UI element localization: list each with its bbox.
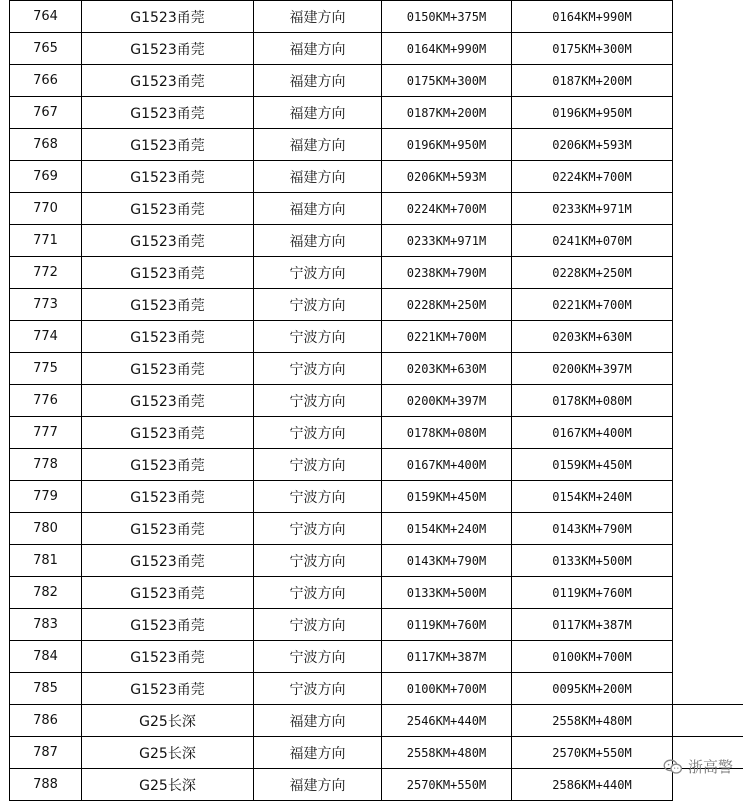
cell-empty bbox=[673, 449, 743, 481]
cell-row-number: 764 bbox=[10, 1, 82, 33]
table-row bbox=[10, 1, 743, 33]
cell-direction: 宁波方向 bbox=[254, 673, 382, 705]
road-section-table bbox=[9, 0, 743, 801]
cell-direction: 福建方向 bbox=[254, 737, 382, 769]
cell-row-number: 769 bbox=[10, 161, 82, 193]
cell-row-number: 774 bbox=[10, 321, 82, 353]
cell-direction: 福建方向 bbox=[254, 1, 382, 33]
cell-road-name: G1523甬莞 bbox=[82, 193, 254, 225]
cell-start-stake: 0224KM+700M bbox=[382, 193, 512, 225]
cell-end-stake: 0221KM+700M bbox=[512, 289, 673, 321]
cell-start-stake: 0154KM+240M bbox=[382, 513, 512, 545]
cell-end-stake: 0133KM+500M bbox=[512, 545, 673, 577]
table-row bbox=[10, 449, 743, 481]
cell-empty bbox=[673, 417, 743, 449]
table-row bbox=[10, 609, 743, 641]
cell-road-name: G1523甬莞 bbox=[82, 129, 254, 161]
cell-road-name: G1523甬莞 bbox=[82, 1, 254, 33]
cell-empty bbox=[673, 545, 743, 577]
cell-start-stake: 0187KM+200M bbox=[382, 97, 512, 129]
cell-empty bbox=[673, 321, 743, 353]
cell-row-number: 767 bbox=[10, 97, 82, 129]
cell-row-number: 768 bbox=[10, 129, 82, 161]
cell-direction: 宁波方向 bbox=[254, 289, 382, 321]
cell-row-number: 775 bbox=[10, 353, 82, 385]
table-row bbox=[10, 321, 743, 353]
cell-empty bbox=[673, 609, 743, 641]
cell-empty bbox=[673, 65, 743, 97]
cell-road-name: G1523甬莞 bbox=[82, 65, 254, 97]
cell-empty bbox=[673, 513, 743, 545]
cell-empty bbox=[673, 161, 743, 193]
cell-road-name: G1523甬莞 bbox=[82, 353, 254, 385]
cell-row-number: 770 bbox=[10, 193, 82, 225]
cell-end-stake: 0224KM+700M bbox=[512, 161, 673, 193]
cell-direction: 福建方向 bbox=[254, 193, 382, 225]
cell-row-number: 779 bbox=[10, 481, 82, 513]
cell-empty bbox=[673, 673, 743, 705]
cell-direction: 宁波方向 bbox=[254, 513, 382, 545]
cell-road-name: G1523甬莞 bbox=[82, 321, 254, 353]
cell-start-stake: 0117KM+387M bbox=[382, 641, 512, 673]
cell-row-number: 785 bbox=[10, 673, 82, 705]
cell-empty bbox=[673, 481, 743, 513]
cell-row-number: 781 bbox=[10, 545, 82, 577]
cell-road-name: G1523甬莞 bbox=[82, 289, 254, 321]
cell-empty bbox=[673, 641, 743, 673]
cell-row-number: 766 bbox=[10, 65, 82, 97]
table-row bbox=[10, 737, 743, 769]
cell-end-stake: 0203KM+630M bbox=[512, 321, 673, 353]
cell-empty bbox=[673, 129, 743, 161]
cell-row-number: 772 bbox=[10, 257, 82, 289]
cell-row-number: 788 bbox=[10, 769, 82, 801]
table-row bbox=[10, 193, 743, 225]
cell-start-stake: 2558KM+480M bbox=[382, 737, 512, 769]
table-row bbox=[10, 353, 743, 385]
cell-empty bbox=[673, 577, 743, 609]
cell-row-number: 780 bbox=[10, 513, 82, 545]
table-row bbox=[10, 705, 743, 737]
cell-direction: 宁波方向 bbox=[254, 641, 382, 673]
watermark bbox=[663, 756, 733, 777]
table-row bbox=[10, 641, 743, 673]
table-row bbox=[10, 33, 743, 65]
cell-end-stake: 0100KM+700M bbox=[512, 641, 673, 673]
cell-start-stake: 0221KM+700M bbox=[382, 321, 512, 353]
cell-direction: 福建方向 bbox=[254, 225, 382, 257]
table-row bbox=[10, 673, 743, 705]
cell-empty bbox=[673, 289, 743, 321]
cell-direction: 福建方向 bbox=[254, 769, 382, 801]
table-row bbox=[10, 257, 743, 289]
cell-empty bbox=[673, 705, 743, 737]
cell-road-name: G1523甬莞 bbox=[82, 545, 254, 577]
cell-row-number: 787 bbox=[10, 737, 82, 769]
cell-road-name: G1523甬莞 bbox=[82, 609, 254, 641]
cell-road-name: G1523甬莞 bbox=[82, 417, 254, 449]
table-row bbox=[10, 97, 743, 129]
cell-start-stake: 0178KM+080M bbox=[382, 417, 512, 449]
cell-end-stake: 0119KM+760M bbox=[512, 577, 673, 609]
cell-end-stake: 0206KM+593M bbox=[512, 129, 673, 161]
cell-road-name: G1523甬莞 bbox=[82, 673, 254, 705]
cell-row-number: 786 bbox=[10, 705, 82, 737]
table-row bbox=[10, 513, 743, 545]
cell-road-name: G25长深 bbox=[82, 769, 254, 801]
cell-start-stake: 2570KM+550M bbox=[382, 769, 512, 801]
watermark-text: 浙高警 bbox=[687, 758, 733, 776]
cell-end-stake: 0154KM+240M bbox=[512, 481, 673, 513]
cell-road-name: G1523甬莞 bbox=[82, 641, 254, 673]
cell-direction: 宁波方向 bbox=[254, 609, 382, 641]
cell-road-name: G1523甬莞 bbox=[82, 449, 254, 481]
cell-end-stake: 0196KM+950M bbox=[512, 97, 673, 129]
cell-road-name: G25长深 bbox=[82, 705, 254, 737]
cell-direction: 福建方向 bbox=[254, 33, 382, 65]
cell-direction: 宁波方向 bbox=[254, 545, 382, 577]
cell-row-number: 773 bbox=[10, 289, 82, 321]
cell-start-stake: 0133KM+500M bbox=[382, 577, 512, 609]
cell-direction: 福建方向 bbox=[254, 161, 382, 193]
cell-end-stake: 0178KM+080M bbox=[512, 385, 673, 417]
cell-empty bbox=[673, 97, 743, 129]
cell-start-stake: 0150KM+375M bbox=[382, 1, 512, 33]
table-row bbox=[10, 225, 743, 257]
cell-direction: 宁波方向 bbox=[254, 257, 382, 289]
cell-direction: 宁波方向 bbox=[254, 353, 382, 385]
cell-direction: 宁波方向 bbox=[254, 321, 382, 353]
cell-row-number: 782 bbox=[10, 577, 82, 609]
cell-road-name: G25长深 bbox=[82, 737, 254, 769]
cell-end-stake: 0095KM+200M bbox=[512, 673, 673, 705]
cell-direction: 宁波方向 bbox=[254, 481, 382, 513]
cell-empty bbox=[673, 1, 743, 33]
table-row bbox=[10, 65, 743, 97]
cell-start-stake: 0175KM+300M bbox=[382, 65, 512, 97]
cell-start-stake: 2546KM+440M bbox=[382, 705, 512, 737]
cell-road-name: G1523甬莞 bbox=[82, 513, 254, 545]
table-row bbox=[10, 385, 743, 417]
cell-start-stake: 0119KM+760M bbox=[382, 609, 512, 641]
cell-row-number: 778 bbox=[10, 449, 82, 481]
cell-road-name: G1523甬莞 bbox=[82, 385, 254, 417]
cell-end-stake: 0241KM+070M bbox=[512, 225, 673, 257]
wechat-icon bbox=[663, 759, 683, 775]
cell-direction: 宁波方向 bbox=[254, 449, 382, 481]
cell-end-stake: 2558KM+480M bbox=[512, 705, 673, 737]
table-row bbox=[10, 481, 743, 513]
cell-start-stake: 0203KM+630M bbox=[382, 353, 512, 385]
cell-empty bbox=[673, 353, 743, 385]
cell-direction: 福建方向 bbox=[254, 65, 382, 97]
cell-road-name: G1523甬莞 bbox=[82, 257, 254, 289]
cell-empty bbox=[673, 385, 743, 417]
cell-end-stake: 0175KM+300M bbox=[512, 33, 673, 65]
cell-end-stake: 0233KM+971M bbox=[512, 193, 673, 225]
cell-road-name: G1523甬莞 bbox=[82, 33, 254, 65]
cell-start-stake: 0143KM+790M bbox=[382, 545, 512, 577]
cell-direction: 福建方向 bbox=[254, 97, 382, 129]
cell-row-number: 784 bbox=[10, 641, 82, 673]
cell-row-number: 783 bbox=[10, 609, 82, 641]
cell-end-stake: 0228KM+250M bbox=[512, 257, 673, 289]
cell-direction: 福建方向 bbox=[254, 129, 382, 161]
table-row bbox=[10, 161, 743, 193]
cell-road-name: G1523甬莞 bbox=[82, 97, 254, 129]
cell-start-stake: 0164KM+990M bbox=[382, 33, 512, 65]
cell-direction: 宁波方向 bbox=[254, 385, 382, 417]
table-row bbox=[10, 417, 743, 449]
table-row bbox=[10, 129, 743, 161]
cell-end-stake: 0200KM+397M bbox=[512, 353, 673, 385]
cell-empty bbox=[673, 225, 743, 257]
cell-end-stake: 0164KM+990M bbox=[512, 1, 673, 33]
table-row bbox=[10, 577, 743, 609]
cell-road-name: G1523甬莞 bbox=[82, 225, 254, 257]
cell-empty bbox=[673, 33, 743, 65]
cell-start-stake: 0238KM+790M bbox=[382, 257, 512, 289]
table-row bbox=[10, 289, 743, 321]
cell-start-stake: 0167KM+400M bbox=[382, 449, 512, 481]
cell-road-name: G1523甬莞 bbox=[82, 481, 254, 513]
cell-row-number: 771 bbox=[10, 225, 82, 257]
cell-end-stake: 0187KM+200M bbox=[512, 65, 673, 97]
cell-start-stake: 0228KM+250M bbox=[382, 289, 512, 321]
cell-direction: 福建方向 bbox=[254, 705, 382, 737]
cell-start-stake: 0233KM+971M bbox=[382, 225, 512, 257]
cell-direction: 宁波方向 bbox=[254, 577, 382, 609]
cell-road-name: G1523甬莞 bbox=[82, 161, 254, 193]
cell-start-stake: 0159KM+450M bbox=[382, 481, 512, 513]
cell-end-stake: 2570KM+550M bbox=[512, 737, 673, 769]
cell-empty bbox=[673, 257, 743, 289]
cell-end-stake: 2586KM+440M bbox=[512, 769, 673, 801]
table-row bbox=[10, 545, 743, 577]
table-row bbox=[10, 769, 743, 801]
cell-direction: 宁波方向 bbox=[254, 417, 382, 449]
cell-end-stake: 0143KM+790M bbox=[512, 513, 673, 545]
cell-road-name: G1523甬莞 bbox=[82, 577, 254, 609]
cell-start-stake: 0100KM+700M bbox=[382, 673, 512, 705]
cell-end-stake: 0159KM+450M bbox=[512, 449, 673, 481]
cell-row-number: 765 bbox=[10, 33, 82, 65]
cell-start-stake: 0200KM+397M bbox=[382, 385, 512, 417]
cell-end-stake: 0117KM+387M bbox=[512, 609, 673, 641]
cell-start-stake: 0196KM+950M bbox=[382, 129, 512, 161]
cell-empty bbox=[673, 193, 743, 225]
cell-end-stake: 0167KM+400M bbox=[512, 417, 673, 449]
table-body bbox=[10, 1, 743, 801]
road-section-table-container bbox=[9, 0, 743, 801]
cell-start-stake: 0206KM+593M bbox=[382, 161, 512, 193]
cell-row-number: 776 bbox=[10, 385, 82, 417]
cell-row-number: 777 bbox=[10, 417, 82, 449]
